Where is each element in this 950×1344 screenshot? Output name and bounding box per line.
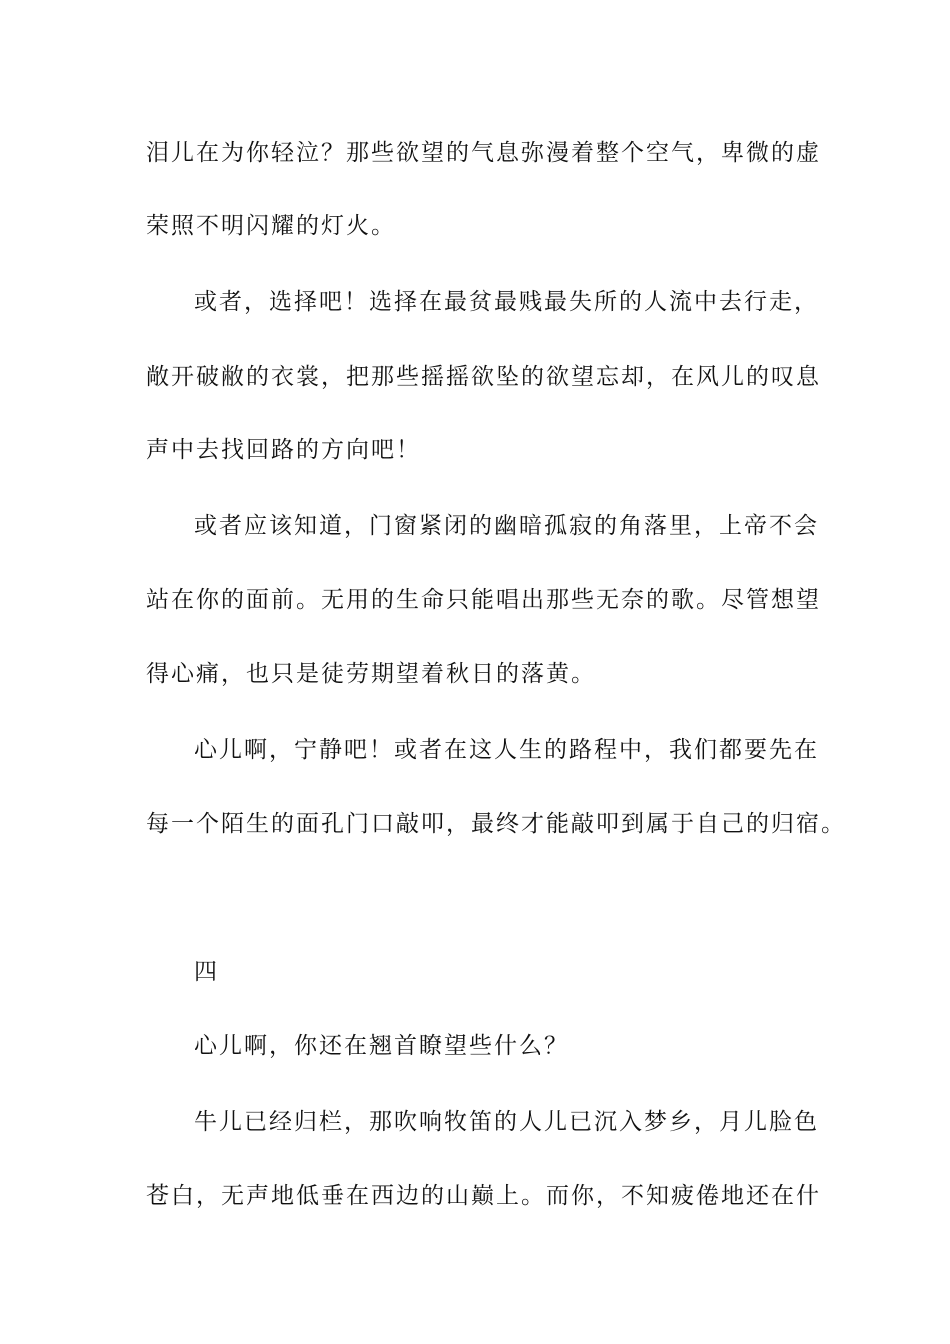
paragraph-line: 心儿啊，宁静吧！或者在这人生的路程中，我们都要先在: [194, 737, 819, 763]
paragraph-line: 泪儿在为你轻泣？那些欲望的气息弥漫着整个空气，卑微的虚: [146, 140, 821, 166]
paragraph-line: 心儿啊，你还在翘首瞭望些什么？: [194, 1033, 569, 1059]
section-number: 四: [194, 959, 219, 985]
paragraph-line: 站在你的面前。无用的生命只能唱出那些无奈的歌。尽管想望: [146, 587, 821, 613]
paragraph-line: 荣照不明闪耀的灯火。: [146, 213, 396, 239]
paragraph-line: 每一个陌生的面孔门口敲叩，最终才能敲叩到属于自己的归宿。: [146, 811, 846, 837]
paragraph-line: 苍白，无声地低垂在西边的山巅上。而你，不知疲倦地还在什: [146, 1183, 821, 1209]
paragraph-line: 或者应该知道，门窗紧闭的幽暗孤寂的角落里，上帝不会: [194, 513, 819, 539]
paragraph-line: 牛儿已经归栏，那吹响牧笛的人儿已沉入梦乡，月儿脸色: [194, 1109, 819, 1135]
paragraph-line: 得心痛，也只是徒劳期望着秋日的落黄。: [146, 661, 596, 687]
paragraph-line: 声中去找回路的方向吧！: [146, 437, 421, 463]
paragraph-line: 敞开破敝的衣裳，把那些摇摇欲坠的欲望忘却，在风儿的叹息: [146, 364, 821, 390]
paragraph-line: 或者，选择吧！选择在最贫最贱最失所的人流中去行走，: [194, 289, 819, 315]
